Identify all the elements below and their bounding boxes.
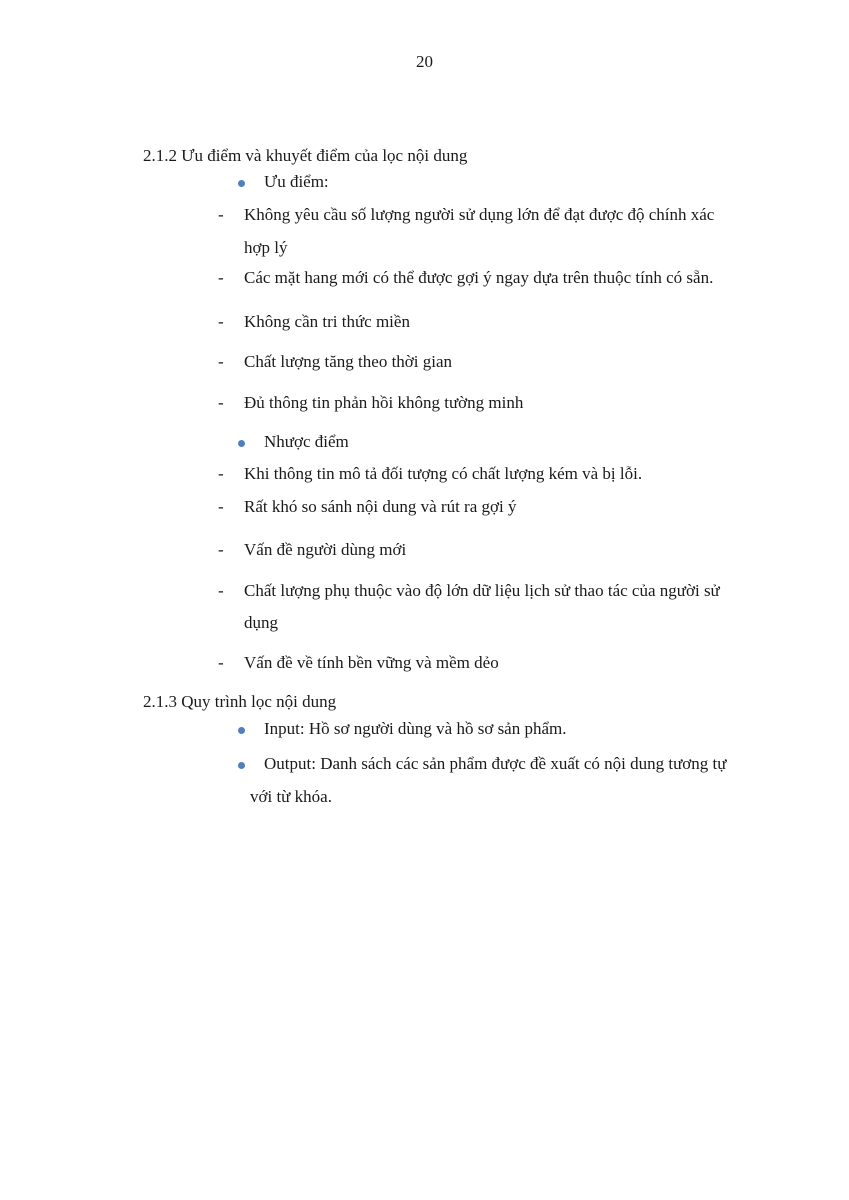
list-item-text-continued: dụng (244, 613, 278, 632)
bullet-dot-icon (238, 440, 245, 447)
dash-marker: - (218, 393, 224, 412)
list-item-text: Chất lượng phụ thuộc vào độ lớn dữ liệu lịch sử thao tác của người sử (244, 581, 720, 600)
section-heading-2-1-3: 2.1.3 Quy trình lọc nội dung (143, 692, 337, 711)
list-item-text: Rất khó so sánh nội dung và rút ra gợi ý (244, 497, 517, 516)
list-item-text: Input: Hồ sơ người dùng và hồ sơ sản phẩm. (264, 719, 567, 738)
bullet-dot-icon (238, 762, 245, 769)
dash-marker: - (218, 312, 224, 331)
list-item-text-continued: hợp lý (244, 238, 288, 257)
bullet-dot-icon (238, 180, 245, 187)
dash-marker: - (218, 540, 224, 559)
bullet-dot-icon (238, 727, 245, 734)
list-item-text: Các mặt hang mới có thể được gợi ý ngay dựa trên thuộc tính có sẵn. (244, 268, 714, 287)
page-number: 20 (416, 52, 433, 71)
list-item-text-continued: với từ khóa. (250, 787, 332, 806)
list-item-text: Không cần tri thức miền (244, 312, 410, 331)
dash-marker: - (218, 352, 224, 371)
advantages-label: Ưu điểm: (264, 172, 329, 191)
list-item-text: Đủ thông tin phản hồi không tường minh (244, 393, 524, 412)
dash-marker: - (218, 581, 224, 600)
list-item-text: Chất lượng tăng theo thời gian (244, 352, 453, 371)
dash-marker: - (218, 497, 224, 516)
dash-marker: - (218, 268, 224, 287)
list-item-text: Vấn đề người dùng mới (244, 540, 407, 559)
section-heading-2-1-2: 2.1.2 Ưu điểm và khuyết điểm của lọc nội dung (143, 146, 468, 165)
list-item-text: Output: Danh sách các sản phẩm được đề xuất có nội dung tương tự (264, 754, 727, 773)
list-item-text: Khi thông tin mô tả đối tượng có chất lượng kém và bị lỗi. (244, 464, 643, 483)
dash-marker: - (218, 653, 224, 672)
list-item-text: Không yêu cầu số lượng người sử dụng lớn để đạt được độ chính xác (244, 205, 715, 224)
dash-marker: - (218, 205, 224, 224)
dash-marker: - (218, 464, 224, 483)
list-item-text: Vấn đề về tính bền vững và mềm dẻo (244, 653, 499, 672)
disadvantages-label: Nhược điểm (264, 432, 349, 451)
